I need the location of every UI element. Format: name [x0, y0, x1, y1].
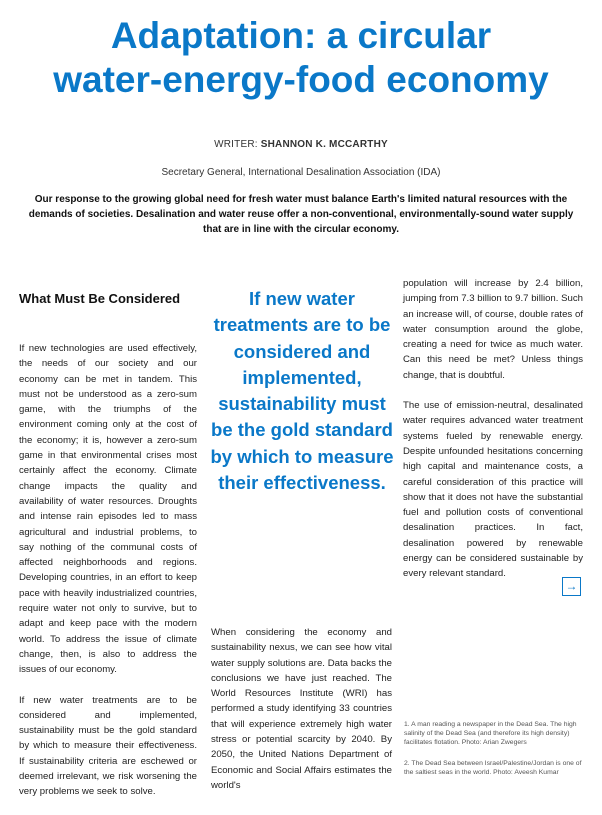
writer-name: SHANNON K. MCCARTHY	[260, 139, 388, 150]
arrow-right-icon: →	[565, 579, 578, 593]
body-paragraph: The use of emission-neutral, desalinated water requires advanced water treatment systems fueled by renewable energy. Despite unfounded hesitations concerning high capital and maintenance costs, a careful consideration of this practice will show that it does not have the substantial fuel and pollution costs of conventional desalination practices. In fact, desalination powered by renewable energy can be considered sustainable by every relevant standard.	[403, 400, 583, 580]
photo-caption: 1. A man reading a newspaper in the Dead Sea. The high salinity of the Dead Sea (and therefore its high density) facilitates flotation. Photo: Arian Zwegers	[404, 721, 577, 746]
writer-label: WRITER:	[214, 139, 258, 150]
writer-affiliation: Secretary General, International Desalination Association (IDA)	[161, 167, 441, 178]
article-title	[0, 14, 602, 102]
photo-captions	[404, 720, 584, 789]
writer-credit	[0, 139, 602, 150]
article-lede: Our response to the growing global need for fresh water must balance Earth's limited natural resources with the demands of societies. Desalination and water reuse offer a non-conventional, environmentally-sound water supply that are in line with the circular economy.	[28, 194, 574, 235]
photo-caption: 2. The Dead Sea between Israel/Palestine/Jordan is one of the saltiest seas in the world. Photo: Aveesh Kumar	[404, 760, 582, 776]
body-paragraph: population will increase by 2.4 billion, jumping from 7.3 billion to 9.7 billion. Such an increase will, of course, double rates of water consumption around the globe, creating a need for twice as much water. Can this need be met? Unless things change, that is doubtful.	[403, 278, 583, 381]
title-line-1: Adaptation: a circular	[110, 15, 492, 56]
title-line-2: water-energy-food economy	[53, 59, 549, 100]
column-2	[211, 625, 392, 808]
column-3	[403, 276, 583, 597]
column-1	[19, 290, 197, 815]
body-paragraph: If new technologies are used effectively, the needs of our society and our economy can be met in tandem. This must not be understood as a zero-sum game, with the triumphs of the environment coming only at the cost of the economy; it is, however a zero-sum game in that environmental crises most certainly affect the economy. Climate change impacts the quality and availability of water resources. Droughts and intense rain episodes led to mass agricultural and industrial problems, to say nothing of the communal costs of affected neighborhoods and regions. Developing countries, in an effort to keep pace with heavily industrialized countries, require water not only to survive, but to adapt and keep pace with the modern world. To address the issue of climate change, then, is also to address the issues of our economy.	[19, 343, 197, 676]
next-page-button[interactable]	[562, 577, 581, 596]
body-paragraph: When considering the economy and sustainability nexus, we can see how vital water supply solutions are. Data backs the conclusions we have just reached. The World Resources Institute (WRI) has performed a study identifying 33 countries that will experience extremely high water stress or potential scarcity by 2040. By 2050, the United Nations Department of Economic and Social Affairs estimates the world's	[211, 627, 392, 791]
body-paragraph: If new water treatments are to be considered and implemented, sustainability must be the gold standard by which to measure their effectiveness. If sustainability criteria are eschewed or deemed irrelevant, we risk worsening the very problems we seek to solve.	[19, 694, 197, 798]
section-heading: What Must Be Considered	[19, 291, 181, 306]
pull-quote: If new water treatments are to be considered and implemented, sustainability must be the gold standard by which to measure their effectiveness.	[210, 288, 394, 494]
